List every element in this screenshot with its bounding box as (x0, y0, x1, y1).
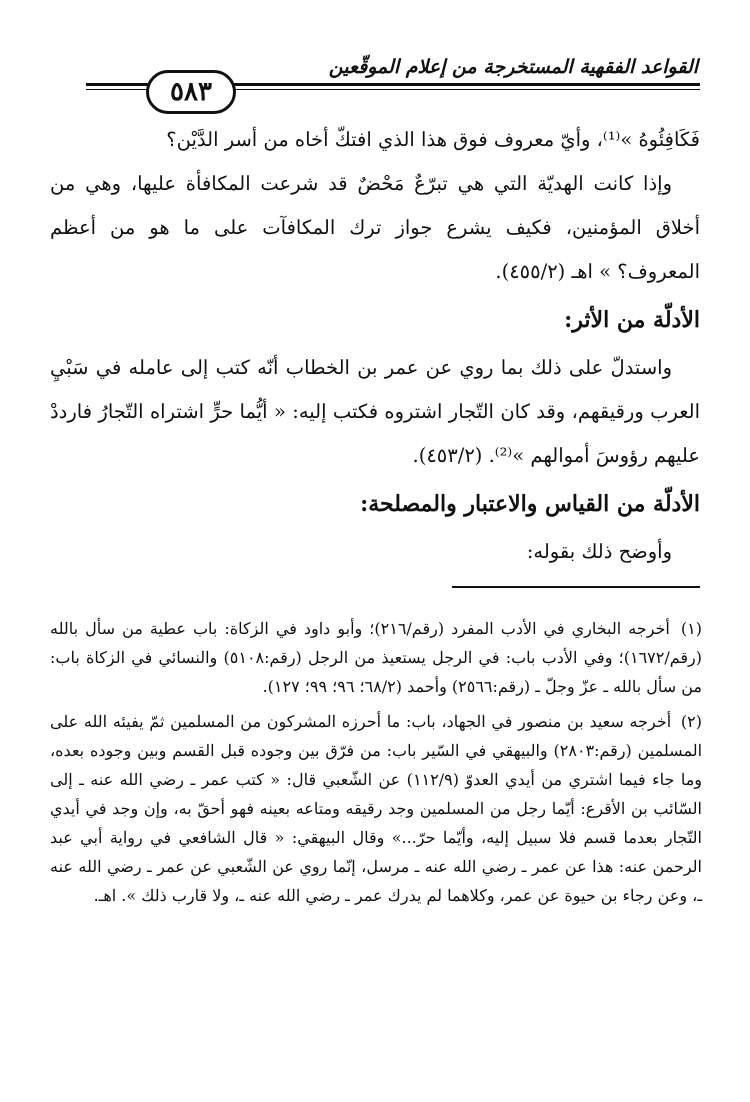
footnote-number: (١) (680, 619, 703, 638)
paragraph-gift-reciprocity: وإذا كانت الهديّة التي هي تبرّعٌ مَحْضٌ قد شرعت المكافأة عليها، وهي من أخلاق المؤمنين، فكيف يشرع جواز ترك المكافآت على ما هو من أعظم المعروف؟ » اهـ (٤٥٥/٢). (50, 172, 700, 283)
footnote-item (50, 614, 702, 701)
page-number: ٥٨٣ (146, 70, 236, 114)
paragraph-clarification-intro: وأوضح ذلك بقوله: (526, 540, 672, 563)
footnote-number: (٢) (680, 712, 702, 731)
heading-evidence-athar: الأدلّة من الأثر: (564, 307, 700, 333)
running-header-title: القواعد الفقهية المستخرجة من إعلام الموقّعين (328, 56, 698, 78)
paragraph-continuation: فَكَافِئُوهُ »⁽¹⁾، وأيّ معروف فوق هذا الذي افتكّ أخاه من أسر الدَّيْن؟ (166, 128, 700, 151)
footnote-text: أخرجه سعيد بن منصور في الجهاد، باب: ما أحرزه المشركون من المسلمين ثمّ يفيئه الله على المسلمين (رقم:٢٨٠٣) والبيهقي في السّير باب: من فرّق بين وجوده قبل القسم وبين وجوده بعده، وما جاء فيما اشتري من أيدي العدوّ (١١٢/٩) عن الشّعبي قال: « كتب عمر ـ رضي الله عنه ـ إلى السّائب بن الأقرع: أيّما رجل من المسلمين وجد رقيقه ومتاعه بعينه فهو أحقّ به، وإن وجد في أيدي التّجار بعدما قسم فلا سبيل إليه، وأيّما حرّ...» وقال البيهقي: « قال الشافعي في رواية أبي عبد الرحمن عنه: هذا عن عمر ـ رضي الله عنه ـ مرسل، إنّما روي عن الشّعبي عن عمر ـ رضي الله عنه ـ، وعن رجاء بن حيوة عن عمر، وكلاهما لم يدرك عمر ـ رضي الله عنه ـ، ولا قارب ذلك ». اهـ. (50, 712, 703, 905)
paragraph-umar-letter: واستدلّ على ذلك بما روي عن عمر بن الخطاب أنّه كتب إلى عامله في سَبْيِ العرب ورقيقهم، وقد كان التّجار اشتروه فكتب إليه: « أيُّما حرٍّ اشتراه التّجارُ فارددْ عليهم رؤوسَ أموالهم »⁽²⁾. (٤٥٣/٢). (50, 356, 700, 467)
heading-evidence-qiyas: الأدلّة من القياس والاعتبار والمصلحة: (360, 491, 700, 517)
footnote-separator (452, 586, 700, 588)
footnote-item (50, 707, 702, 910)
footnote-text: أخرجه البخاري في الأدب المفرد (رقم/٢١٦)؛ وأبو داود في الزكاة: باب عطية من سأل بالله (رقم/١٦٧٢)؛ وفي الأدب باب: في الرجل يستعيذ من الرجل (رقم:٥١٠٨) والنسائي في الزكاة باب: من سأل بالله ـ عزّ وجلّ ـ (رقم:٢٥٦٦) وأحمد (٦٨/٢؛ ٩٦؛ ٩٩؛ ١٢٧). (50, 619, 703, 696)
footnotes-section (50, 614, 702, 916)
main-text (50, 118, 700, 574)
